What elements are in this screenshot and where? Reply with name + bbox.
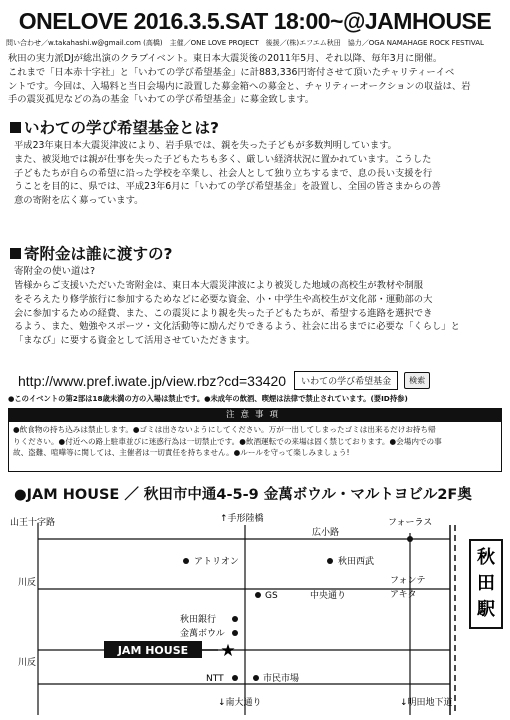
dot-icon xyxy=(255,592,261,598)
search-button[interactable]: 検索 xyxy=(404,372,430,389)
label-hirokoji: 広小路 xyxy=(312,528,340,538)
section1-line: 子どもたちが自らの希望に沿った学校を卒業し、社会人として独り立ちするまで、息の長い支援を行 xyxy=(14,167,433,179)
label-ation: アトリオン xyxy=(194,557,239,567)
section2-line: るよう、また、勉強やスポーツ・文化活動等に励んだりできるよう、社会に出るまでに必要な「くらし」と xyxy=(14,321,460,333)
section1-heading-text: いわての学び希望基金とは? xyxy=(24,119,219,137)
section1-body xyxy=(14,139,504,208)
dot-icon xyxy=(183,558,189,564)
section2-line: 「まなび」に要する資金として活用させていただきます。 xyxy=(14,335,255,347)
intro-line: ントです。今回は、入場料と当日会場内に設置した募金箱への募金と、チャリティーオークションの収益は、岩 xyxy=(8,80,471,92)
section2-heading xyxy=(10,242,173,264)
label-bank: 秋田銀行 xyxy=(180,615,217,625)
section2-subheading: 寄附金の使い道は? xyxy=(14,266,96,277)
jam-house-label: JAM HOUSE xyxy=(117,644,189,657)
label-meiden: ↓明田地下道 xyxy=(400,698,453,708)
section1-line: また、被災地では親が仕事を失った子どもたちも多く、厳しい経済状況に置かれています。こうした xyxy=(14,153,432,165)
intro-line: これまで「日本赤十字社」と「いわての学び希望基金」に計883,336円寄付させて頂いたチャリティーイベ xyxy=(8,66,455,78)
section1-heading xyxy=(10,116,219,138)
road-label-kawabata-2: 川反 xyxy=(18,658,37,668)
label-fonte-2: アキタ xyxy=(390,590,417,600)
section2-body xyxy=(14,279,504,348)
section2-heading-text: 寄附金は誰に渡すの? xyxy=(24,245,173,263)
label-market: 市民市場 xyxy=(263,674,300,684)
dot-icon xyxy=(327,558,333,564)
notes-box xyxy=(8,408,502,472)
intro-paragraph xyxy=(8,52,504,107)
dot-icon xyxy=(253,675,259,681)
label-minami: ↓南大通り xyxy=(218,698,262,708)
road-label-kawabata: 川反 xyxy=(18,578,37,588)
section1-line: 意の寄附を広く募っています。 xyxy=(14,195,144,207)
intro-line: 秋田の実力派DJが総出演のクラブイベント。東日本大震災後の2011年5月、それ以降、毎年3月に開催。 xyxy=(8,53,443,64)
event-title: ONELOVE 2016.3.5.SAT 18:00~@JAMHOUSE xyxy=(18,8,492,34)
label-ntt: NTT xyxy=(206,674,224,684)
notes-line: 故、盗難、喧嘩等に関しては、主催者は一切責任を持ちません。●ルールを守って楽しみましょう! xyxy=(13,448,350,458)
venue-address: ●JAM HOUSE ／ 秋田市中通4-5-9 金萬ボウル・マルトヨビル2F奥 xyxy=(14,487,472,503)
section2-line: 皆様からご支援いただいた寄附金は、東日本大震災津波により被災した地域の高校生が教材や制服 xyxy=(14,280,424,291)
dot-icon xyxy=(232,616,238,622)
search-box[interactable]: いわての学び希望基金 xyxy=(294,371,398,390)
label-fonte: フォンテ xyxy=(390,576,426,586)
label-gs: GS xyxy=(265,591,278,601)
section2-line: をそろえたり修学旅行に参加するためなどに必要な資金、小・中学生や高校生が文化部・運動部の大 xyxy=(14,293,433,305)
road-label-sanno: 山王十字路 xyxy=(10,518,56,528)
url-row xyxy=(18,371,488,390)
label-bowl: 金萬ボウル xyxy=(180,629,225,639)
intro-line: 手の震災孤児などの為の基金「いわての学び希望基金」に募金致します。 xyxy=(8,94,315,106)
notes-heading: 注意事項 xyxy=(9,409,501,422)
section1-line: うことを目的に、県では、平成23年6月に「いわての学び希望基金」を設置し、全国の皆さまからの善 xyxy=(14,181,441,193)
dot-icon xyxy=(232,630,238,636)
notes-line: ●飲食物の持ち込みは禁止します。●ゴミは出さないようにしてください。万が一出してしまったゴミは出来るだけお持ち帰 xyxy=(13,425,436,434)
notes-line: りください。●付近への路上駐車並びに迷惑行為は一切禁止です。●飲酒運転での来場は固く禁じております。●会場内での事 xyxy=(13,436,442,446)
label-forus: フォーラス xyxy=(388,518,433,528)
square-bullet-icon xyxy=(10,122,21,133)
venue-map xyxy=(0,505,510,720)
station-char: 秋 xyxy=(477,547,495,568)
label-akita-seibu: 秋田西武 xyxy=(338,557,375,567)
section1-line: 平成23年東日本大震災津波により、岩手県では、親を失った子どもが多数判明しています。 xyxy=(14,140,397,151)
label-chuo: 中央通り xyxy=(310,591,347,601)
star-icon: ★ xyxy=(220,641,236,661)
age-notice: ●このイベントの第2部は18歳未満の方の入場は禁止です。●未成年の飲酒、喫煙は法律で禁止されています。(要ID持参) xyxy=(8,394,408,403)
dot-icon xyxy=(232,675,238,681)
notes-body xyxy=(9,422,501,461)
station-char: 駅 xyxy=(477,599,495,620)
section2-line: 会に参加するための経費、また、この震災により親を失った子どもたちが、希望する進路を選択でき xyxy=(14,307,433,319)
contact-line: 問い合わせ／w.takahashi.w@gmail.com (高橋) 主催／ONE LOVE PROJECT 後援／(株)エフエム秋田 協力／OGA NAMAHAGE ROCK FESTIVAL xyxy=(6,39,484,47)
label-teshi: ↑手形陸橋 xyxy=(220,514,264,524)
station-char: 田 xyxy=(477,573,495,594)
fund-url[interactable]: http://www.pref.iwate.jp/view.rbz?cd=33420 xyxy=(18,372,287,389)
square-bullet-icon xyxy=(10,248,21,259)
dot-icon xyxy=(407,536,413,542)
